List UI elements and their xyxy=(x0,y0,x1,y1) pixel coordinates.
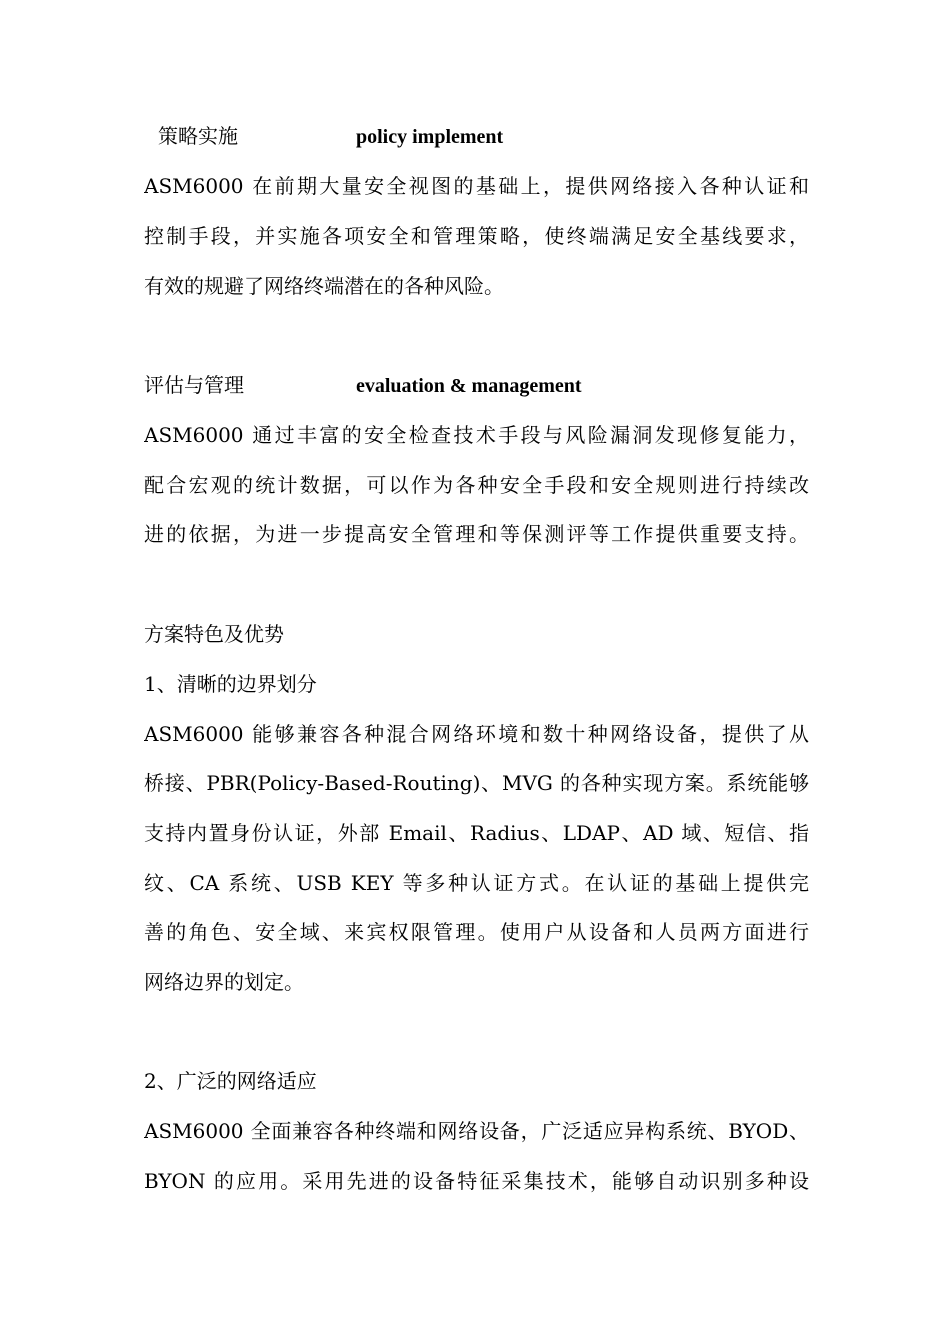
feature-1-title: 1、清晰的边界划分 xyxy=(144,672,317,696)
feature-1-line: 支持内置身份认证，外部 Email、Radius、LDAP、AD 域、短信、指 xyxy=(144,821,809,845)
feature-1-line: 网络边界的划定。 xyxy=(144,970,304,994)
evaluation-heading xyxy=(144,371,809,400)
evaluation-paragraph-line: 进的依据，为进一步提高安全管理和等保测评等工作提供重要支持。 xyxy=(144,522,809,546)
feature-1-line: 桥接、PBR(Policy-Based-Routing)、MVG 的各种实现方案。系统能够 xyxy=(144,771,809,795)
feature-2-line: BYON 的应用。采用先进的设备特征采集技术，能够自动识别多种设 xyxy=(144,1169,809,1193)
evaluation-paragraph-line: 配合宏观的统计数据，可以作为各种安全手段和安全规则进行持续改 xyxy=(144,473,809,497)
feature-2-title: 2、广泛的网络适应 xyxy=(144,1069,317,1093)
feature-2-line: ASM6000 全面兼容各种终端和网络设备，广泛适应异构系统、BYOD、 xyxy=(144,1119,809,1143)
evaluation-heading-en: evaluation & management xyxy=(356,375,582,397)
evaluation-heading-zh: 评估与管理 xyxy=(144,373,244,397)
policy-heading-zh: 策略实施 xyxy=(158,124,238,148)
feature-1-line: ASM6000 能够兼容各种混合网络环境和数十种网络设备，提供了从 xyxy=(144,722,809,746)
feature-1-line: 善的角色、安全域、来宾权限管理。使用户从设备和人员两方面进行 xyxy=(144,920,809,944)
evaluation-paragraph-line: ASM6000 通过丰富的安全检查技术手段与风险漏洞发现修复能力， xyxy=(144,423,809,447)
policy-paragraph-line: 控制手段，并实施各项安全和管理策略，使终端满足安全基线要求， xyxy=(144,224,809,248)
features-heading: 方案特色及优势 xyxy=(144,622,284,646)
policy-paragraph-line: 有效的规避了网络终端潜在的各种风险。 xyxy=(144,274,504,298)
policy-heading-en: policy implement xyxy=(356,126,504,148)
feature-1-line: 纹、CA 系统、USB KEY 等多种认证方式。在认证的基础上提供完 xyxy=(144,871,809,895)
policy-paragraph-line: ASM6000 在前期大量安全视图的基础上，提供网络接入各种认证和 xyxy=(144,174,809,198)
policy-heading xyxy=(158,122,823,151)
